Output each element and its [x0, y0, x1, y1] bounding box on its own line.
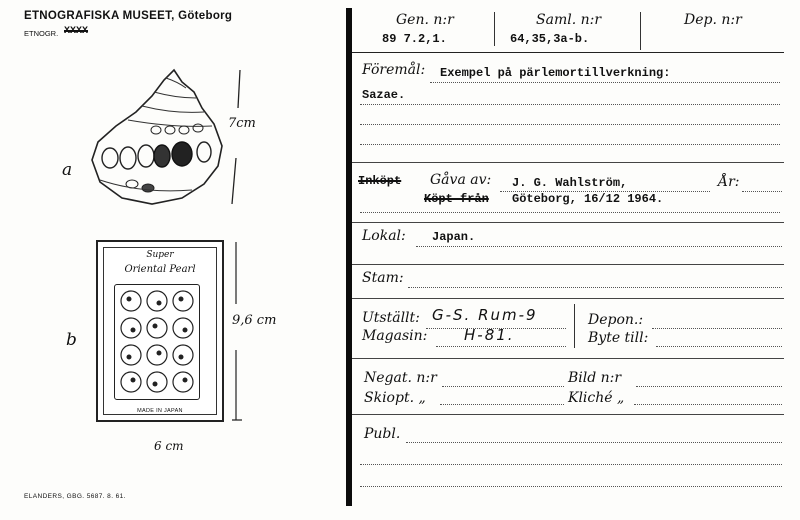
shell-drawing [82, 62, 232, 212]
magasin-label: Magasin: [362, 328, 428, 344]
foremal-line-3 [360, 124, 780, 125]
box-height-measure: 9,6 cm [232, 313, 277, 328]
pearl-grid [114, 284, 200, 400]
shell-measure-line [228, 68, 248, 208]
saml-nr-value: 64,35,3a-b. [510, 32, 590, 46]
storage-rule [352, 358, 784, 359]
header-rule [352, 52, 784, 53]
shell-measure: 7cm [228, 116, 256, 131]
publ-line-2 [360, 464, 782, 465]
box-main-text: Oriental Pearl [124, 264, 196, 275]
publ-label: Publ. [364, 426, 401, 442]
negat-line [442, 386, 564, 387]
gava-struck-word: Inköpt [358, 174, 402, 188]
box-footer: MADE IN JAPAN [137, 408, 183, 414]
bild-label: Bild n:r [568, 370, 622, 386]
byte-line [656, 346, 782, 347]
foremal-value-line2: Sazae. [362, 88, 406, 102]
cliche-line [634, 404, 782, 405]
magasin-line [436, 346, 566, 347]
gava-label: Gåva av: [430, 172, 492, 188]
box-width-measure: 6 cm [154, 439, 184, 453]
printer-imprint: ELANDERS, GBG. 5687. 8. 61. [24, 493, 126, 500]
header-sep-2 [640, 12, 641, 50]
foremal-rule [352, 162, 784, 163]
skiopt-label: Skiopt. „ [364, 390, 426, 406]
gen-nr-label: Gen. n:r [396, 12, 454, 28]
foremal-line-4 [360, 144, 780, 145]
depon-label: Depon.: [588, 312, 644, 328]
gava-value: J. G. Wahlström, [512, 176, 628, 190]
foremal-label: Föremål: [362, 62, 426, 78]
cliche-label: Kliché „ [568, 390, 625, 406]
ar-label: År: [718, 174, 740, 190]
stam-rule [352, 298, 784, 299]
depon-line [652, 328, 782, 329]
ar-line [742, 191, 782, 192]
etnogr-label: ETNOGR. [24, 29, 59, 38]
box-top-text: Super [146, 250, 174, 260]
gava-rule [352, 222, 784, 223]
publ-line-3 [360, 486, 782, 487]
pearl-grid-drawing [115, 285, 199, 399]
magasin-value: H-81. [464, 326, 515, 344]
label-b: b [66, 330, 77, 350]
gava-line2-struck: Köpt från [424, 192, 489, 206]
bild-line [636, 386, 782, 387]
utstallt-value: G-S. Rum-9 [432, 306, 538, 324]
box-measure-line [230, 240, 244, 426]
lokal-line [416, 246, 782, 247]
storage-sep [574, 304, 575, 348]
skiopt-line [440, 404, 564, 405]
pearl-box-drawing [96, 240, 224, 422]
foremal-value-line1: Exempel på pärlemortillverkning: [440, 66, 671, 80]
stam-line [408, 287, 782, 288]
saml-nr-label: Saml. n:r [536, 12, 602, 28]
label-a: a [62, 160, 73, 180]
card-divider [346, 8, 352, 506]
lokal-value: Japan. [432, 230, 476, 244]
publ-line-1 [406, 442, 782, 443]
gava-line2-value: Göteborg, 16/12 1964. [512, 192, 664, 206]
negat-label: Negat. n:r [364, 370, 437, 386]
stam-label: Stam: [362, 270, 404, 286]
utstallt-label: Utställt: [362, 310, 420, 326]
byte-label: Byte till: [588, 330, 649, 346]
foremal-line-2 [360, 104, 780, 105]
etnogr-struck-value: XXXX [64, 26, 89, 37]
foremal-line-1 [430, 82, 780, 83]
gava-line-2 [360, 212, 780, 213]
lokal-rule [352, 264, 784, 265]
photo-rule [352, 414, 784, 415]
lokal-label: Lokal: [362, 228, 406, 244]
gen-nr-value: 89 7.2,1. [382, 32, 447, 46]
header-sep-1 [494, 12, 495, 46]
dep-nr-label: Dep. n:r [684, 12, 742, 28]
museum-title: ETNOGRAFISKA MUSEET, Göteborg [24, 10, 233, 22]
